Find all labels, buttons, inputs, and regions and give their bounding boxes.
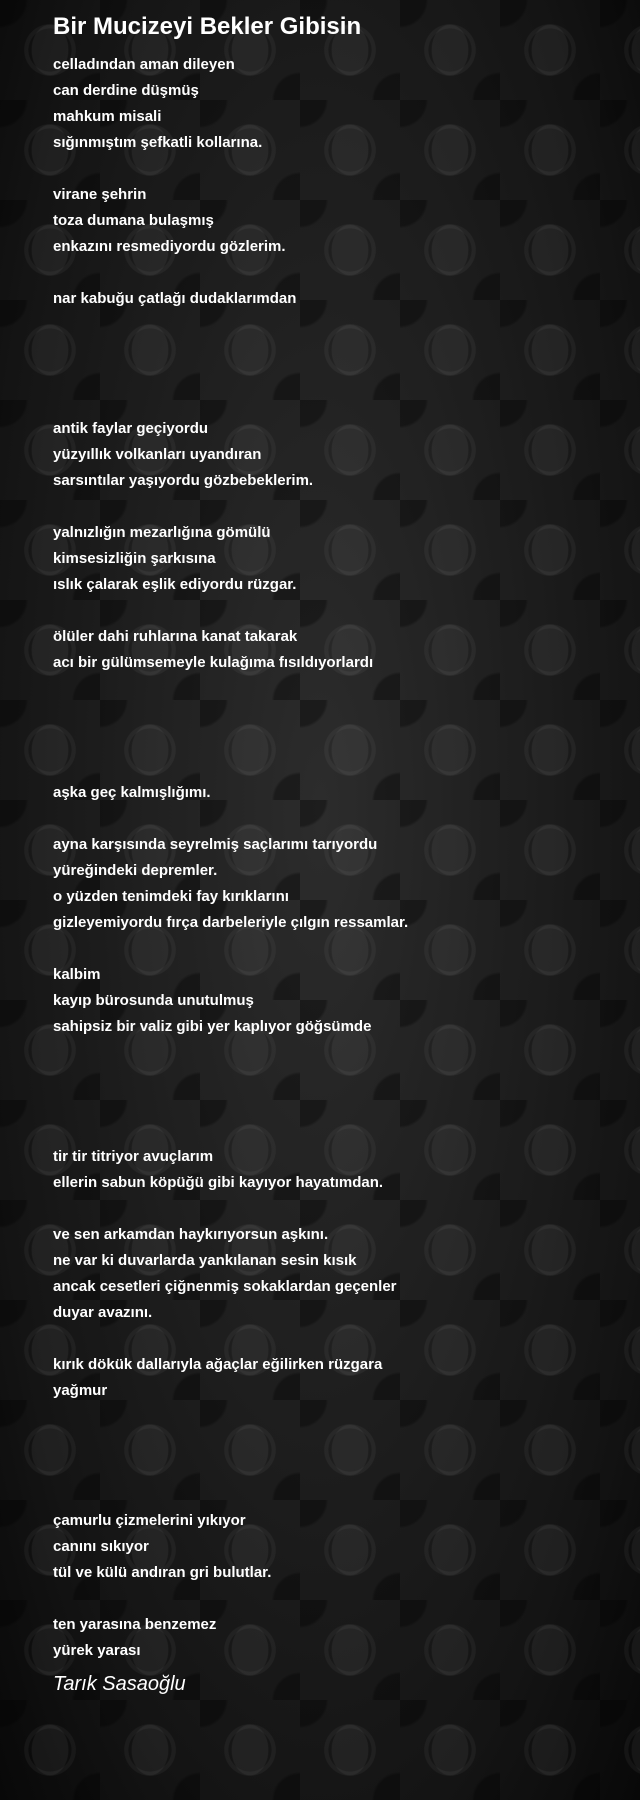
poem-line: ölüler dahi ruhlarına kanat takarak [53, 628, 298, 645]
poem-line: acı bir gülümsemeyle kulağıma fısıldıyorlardı [53, 654, 374, 671]
poem-line: enkazını resmediyordu gözlerim. [53, 238, 286, 255]
poem-line: duyar avazını. [53, 1304, 153, 1321]
poem-blank-line [53, 1118, 623, 1144]
poem-line: canını sıkıyor [53, 1538, 149, 1555]
poem-blank-line [53, 1326, 623, 1352]
poem [53, 10, 623, 1664]
poem-body [53, 52, 623, 1664]
poem-line: kalbim [53, 966, 101, 983]
poem-line: mahkum misali [53, 108, 162, 125]
poem-line: virane şehrin [53, 186, 147, 203]
poem-line: gizleyemiyordu fırça darbeleriyle çılgın ressamlar. [53, 914, 409, 931]
poem-line: ve sen arkamdan haykırıyorsun aşkını. [53, 1226, 329, 1243]
poem-line: kimsesizliğin şarkısına [53, 550, 216, 567]
poem-line: yüzyıllık volkanları uyandıran [53, 446, 262, 463]
poem-line: çamurlu çizmelerini yıkıyor [53, 1512, 246, 1529]
poem-line: celladından aman dileyen [53, 56, 235, 73]
poem-blank-line [53, 754, 623, 780]
poem-blank-line [53, 494, 623, 520]
poem-blank-line [53, 338, 623, 364]
poem-line: yağmur [53, 1382, 108, 1399]
poem-line: kayıp bürosunda unutulmuş [53, 992, 254, 1009]
poem-line: antik faylar geçiyordu [53, 420, 209, 437]
poem-line: tir tir titriyor avuçlarım [53, 1148, 214, 1165]
poem-line: aşka geç kalmışlığımı. [53, 784, 211, 801]
poem-line: toza dumana bulaşmış [53, 212, 214, 229]
poem-blank-line [53, 1404, 623, 1430]
poem-line: can derdine düşmüş [53, 82, 199, 99]
poem-line: kırık dökük dallarıyla ağaçlar eğilirken rüzgara [53, 1356, 383, 1373]
poem-blank-line [53, 364, 623, 390]
poem-line: ıslık çalarak eşlik ediyordu rüzgar. [53, 576, 297, 593]
poem-line: ancak cesetleri çiğnenmiş sokaklardan geçenler [53, 1278, 397, 1295]
poem-blank-line [53, 1092, 623, 1118]
poem-author: Tarık Sasaoğlu [53, 1673, 186, 1695]
poem-blank-line [53, 1586, 623, 1612]
poem-title: Bir Mucizeyi Bekler Gibisin [53, 13, 362, 40]
poem-line: nar kabuğu çatlağı dudaklarımdan [53, 290, 297, 307]
poem-blank-line [53, 312, 623, 338]
poem-line: ten yarasına benzemez [53, 1616, 217, 1633]
poem-blank-line [53, 1456, 623, 1482]
poem-blank-line [53, 1196, 623, 1222]
poem-blank-line [53, 936, 623, 962]
poem-blank-line [53, 1040, 623, 1066]
poem-blank-line [53, 702, 623, 728]
poem-blank-line [53, 728, 623, 754]
poem-blank-line [53, 260, 623, 286]
poem-line: tül ve külü andıran gri bulutlar. [53, 1564, 272, 1581]
poem-line: sarsıntılar yaşıyordu gözbebeklerim. [53, 472, 314, 489]
poem-line: yürek yarası [53, 1642, 141, 1659]
poem-line: sığınmıştım şefkatli kollarına. [53, 134, 263, 151]
poem-blank-line [53, 598, 623, 624]
poem-blank-line [53, 390, 623, 416]
poem-line: yüreğindeki depremler. [53, 862, 218, 879]
poem-line: yalnızlığın mezarlığına gömülü [53, 524, 271, 541]
poem-line: ellerin sabun köpüğü gibi kayıyor hayatımdan. [53, 1174, 384, 1191]
poem-blank-line [53, 1066, 623, 1092]
poem-blank-line [53, 156, 623, 182]
poem-blank-line [53, 676, 623, 702]
poem-blank-line [53, 1430, 623, 1456]
poem-line: ayna karşısında seyrelmiş saçlarımı tarıyordu [53, 836, 378, 853]
poem-line: sahipsiz bir valiz gibi yer kaplıyor göğsümde [53, 1018, 372, 1035]
poem-blank-line [53, 1482, 623, 1508]
poem-line: o yüzden tenimdeki fay kırıklarını [53, 888, 289, 905]
poem-blank-line [53, 806, 623, 832]
poem-line: ne var ki duvarlarda yankılanan sesin kısık [53, 1252, 357, 1269]
